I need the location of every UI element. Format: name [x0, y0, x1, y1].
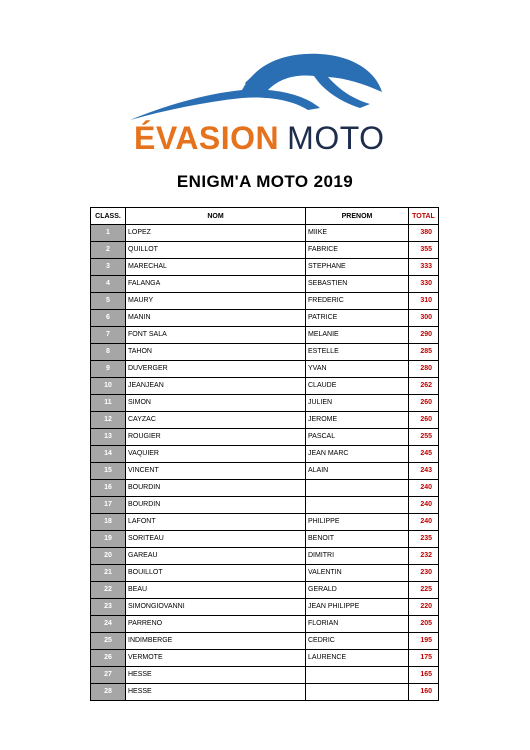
table-row [91, 446, 439, 463]
rank-cell: 9 [91, 361, 126, 378]
table-header-row [91, 208, 439, 225]
table-row [91, 650, 439, 667]
prenom-cell: DIMITRI [306, 548, 409, 565]
prenom-cell: JEROME [306, 412, 409, 429]
nom-cell: MANIN [126, 310, 306, 327]
total-cell: 230 [409, 565, 439, 582]
nom-cell: TAHON [126, 344, 306, 361]
nom-cell: DUVERGER [126, 361, 306, 378]
prenom-cell: FABRICE [306, 242, 409, 259]
prenom-cell: GERALD [306, 582, 409, 599]
prenom-cell [306, 667, 409, 684]
nom-cell: MARECHAL [126, 259, 306, 276]
motorcycle-silhouette-icon [124, 44, 386, 124]
total-cell: 243 [409, 463, 439, 480]
table-row [91, 429, 439, 446]
prenom-cell: MELANIE [306, 327, 409, 344]
rank-cell: 24 [91, 616, 126, 633]
rank-cell: 23 [91, 599, 126, 616]
total-cell: 285 [409, 344, 439, 361]
nom-cell: PARRENO [126, 616, 306, 633]
total-cell: 240 [409, 480, 439, 497]
table-row [91, 480, 439, 497]
total-cell: 240 [409, 497, 439, 514]
nom-cell: FALANGA [126, 276, 306, 293]
nom-cell: ROUGIER [126, 429, 306, 446]
rank-cell: 13 [91, 429, 126, 446]
total-cell: 232 [409, 548, 439, 565]
table-row [91, 225, 439, 242]
prenom-cell: PASCAL [306, 429, 409, 446]
prenom-cell: SEBASTIEN [306, 276, 409, 293]
nom-cell: FONT SALA [126, 327, 306, 344]
total-cell: 195 [409, 633, 439, 650]
table-row [91, 378, 439, 395]
total-cell: 280 [409, 361, 439, 378]
table-row [91, 514, 439, 531]
motorcycle-body-shape [130, 54, 382, 120]
logo-word-moto: MOTO [287, 120, 385, 156]
table-row [91, 242, 439, 259]
rank-cell: 2 [91, 242, 126, 259]
table-row [91, 582, 439, 599]
table-row [91, 684, 439, 701]
nom-cell: HESSE [126, 667, 306, 684]
total-cell: 160 [409, 684, 439, 701]
nom-cell: MAURY [126, 293, 306, 310]
prenom-cell: CLAUDE [306, 378, 409, 395]
nom-cell: BOURDIN [126, 480, 306, 497]
total-cell: 165 [409, 667, 439, 684]
rank-cell: 28 [91, 684, 126, 701]
rank-cell: 21 [91, 565, 126, 582]
prenom-cell: FLORIAN [306, 616, 409, 633]
rank-cell: 3 [91, 259, 126, 276]
results-table [90, 207, 439, 701]
total-cell: 260 [409, 395, 439, 412]
rank-cell: 25 [91, 633, 126, 650]
prenom-cell: VALENTIN [306, 565, 409, 582]
evasion-moto-logo [124, 44, 386, 166]
nom-cell: BOUILLOT [126, 565, 306, 582]
rank-cell: 4 [91, 276, 126, 293]
total-cell: 235 [409, 531, 439, 548]
nom-cell: VERMOTE [126, 650, 306, 667]
nom-cell: HESSE [126, 684, 306, 701]
table-row [91, 616, 439, 633]
rank-cell: 20 [91, 548, 126, 565]
total-cell: 262 [409, 378, 439, 395]
rank-cell: 18 [91, 514, 126, 531]
header-nom: NOM [126, 208, 306, 225]
total-cell: 225 [409, 582, 439, 599]
total-cell: 333 [409, 259, 439, 276]
prenom-cell: JEAN MARC [306, 446, 409, 463]
prenom-cell [306, 684, 409, 701]
rank-cell: 1 [91, 225, 126, 242]
header-total: TOTAL [409, 208, 439, 225]
nom-cell: SORITEAU [126, 531, 306, 548]
prenom-cell: JULIEN [306, 395, 409, 412]
table-row [91, 667, 439, 684]
total-cell: 175 [409, 650, 439, 667]
table-row [91, 310, 439, 327]
rank-cell: 14 [91, 446, 126, 463]
table-row [91, 259, 439, 276]
logo-wordmark [134, 120, 385, 156]
table-row [91, 395, 439, 412]
results-table-body [91, 225, 439, 701]
document-title: ENIGM'A MOTO 2019 [176, 172, 354, 191]
prenom-cell: FREDERIC [306, 293, 409, 310]
total-cell: 245 [409, 446, 439, 463]
total-cell: 240 [409, 514, 439, 531]
prenom-cell: CEDRIC [306, 633, 409, 650]
table-row [91, 531, 439, 548]
logo-word-evasion: ÉVASION [134, 120, 280, 156]
header-prenom: PRENOM [306, 208, 409, 225]
header-rank: CLASS. [91, 208, 126, 225]
rank-cell: 5 [91, 293, 126, 310]
prenom-cell: YVAN [306, 361, 409, 378]
rank-cell: 11 [91, 395, 126, 412]
total-cell: 380 [409, 225, 439, 242]
nom-cell: LOPEZ [126, 225, 306, 242]
table-row [91, 361, 439, 378]
rank-cell: 16 [91, 480, 126, 497]
nom-cell: SIMONGIOVANNI [126, 599, 306, 616]
prenom-cell: ESTELLE [306, 344, 409, 361]
table-row [91, 412, 439, 429]
total-cell: 310 [409, 293, 439, 310]
total-cell: 205 [409, 616, 439, 633]
prenom-cell: MIIKE [306, 225, 409, 242]
prenom-cell: JEAN PHILIPPE [306, 599, 409, 616]
rank-cell: 27 [91, 667, 126, 684]
table-row [91, 548, 439, 565]
nom-cell: CAYZAC [126, 412, 306, 429]
total-cell: 255 [409, 429, 439, 446]
rank-cell: 22 [91, 582, 126, 599]
table-row [91, 344, 439, 361]
rank-cell: 26 [91, 650, 126, 667]
rank-cell: 7 [91, 327, 126, 344]
nom-cell: INDIMBERGE [126, 633, 306, 650]
total-cell: 330 [409, 276, 439, 293]
table-row [91, 276, 439, 293]
prenom-cell: PHILIPPE [306, 514, 409, 531]
prenom-cell: LAURENCE [306, 650, 409, 667]
prenom-cell: PATRICE [306, 310, 409, 327]
rank-cell: 12 [91, 412, 126, 429]
table-row [91, 327, 439, 344]
rank-cell: 8 [91, 344, 126, 361]
total-cell: 300 [409, 310, 439, 327]
nom-cell: BOURDIN [126, 497, 306, 514]
prenom-cell: ALAIN [306, 463, 409, 480]
rank-cell: 6 [91, 310, 126, 327]
prenom-cell: BENOIT [306, 531, 409, 548]
nom-cell: JEANJEAN [126, 378, 306, 395]
prenom-cell: STEPHANE [306, 259, 409, 276]
prenom-cell [306, 480, 409, 497]
total-cell: 290 [409, 327, 439, 344]
nom-cell: VAQUIER [126, 446, 306, 463]
nom-cell: VINCENT [126, 463, 306, 480]
prenom-cell [306, 497, 409, 514]
nom-cell: GAREAU [126, 548, 306, 565]
table-row [91, 463, 439, 480]
total-cell: 355 [409, 242, 439, 259]
nom-cell: QUILLOT [126, 242, 306, 259]
rank-cell: 15 [91, 463, 126, 480]
total-cell: 260 [409, 412, 439, 429]
nom-cell: LAFONT [126, 514, 306, 531]
table-row [91, 293, 439, 310]
rank-cell: 10 [91, 378, 126, 395]
rank-cell: 19 [91, 531, 126, 548]
nom-cell: BEAU [126, 582, 306, 599]
table-row [91, 633, 439, 650]
table-row [91, 497, 439, 514]
table-row [91, 565, 439, 582]
table-row [91, 599, 439, 616]
total-cell: 220 [409, 599, 439, 616]
rank-cell: 17 [91, 497, 126, 514]
nom-cell: SIMON [126, 395, 306, 412]
